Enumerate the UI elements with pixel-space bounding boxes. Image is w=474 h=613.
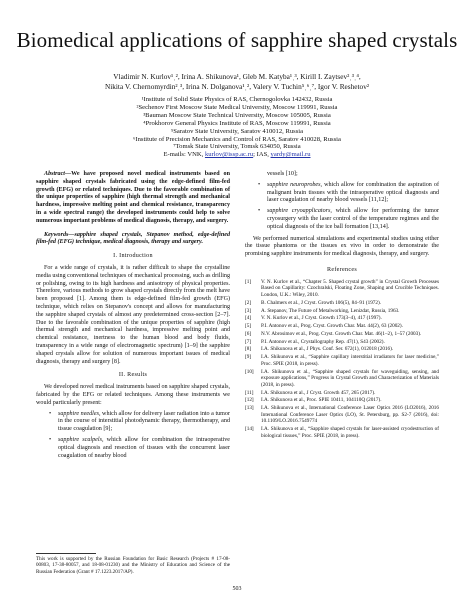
list-item (267, 208, 439, 231)
reference-item (245, 346, 439, 353)
reference-item (245, 308, 439, 315)
page-number: 503 (232, 586, 242, 592)
affiliation: ²Sechenov First Moscow State Medical University, Moscow 119991, Russia (136, 103, 338, 111)
list-item-term: sapphire neuroprobes (267, 181, 321, 188)
paper-title: Biomedical applications of sapphire shaped crystals (16, 28, 458, 52)
reference-number: [1] (245, 278, 252, 285)
list-item-text: , which allow for combination the aspiration of malignant brain tissues with the intraoperative optical diagnosis and laser coagulation of nearby blood vessels [11,12]; (267, 181, 439, 204)
section-heading-results: II. Results (118, 372, 148, 379)
reference-text: I.A. Shikunova et al., J Phys. Conf. Ser. 672(1), 012018 (2016). (261, 346, 394, 353)
reference-number: [10] (245, 368, 254, 375)
affiliation: ⁵Saratov State University, Saratov 410012, Russia (170, 127, 304, 135)
affiliation: ¹Institute of Solid State Physics of RAS, Chernogolovka 142432, Russia (141, 96, 333, 103)
reference-item (245, 397, 439, 404)
list-item-text: , which allow for performing the tumor cryosurgery with the laser control of the temperature regimes and the optical diagnosis of the ice ball formation [13,14]. (267, 208, 439, 230)
affiliation: ⁶Institute of Precision Mechanics and Control of RAS, Saratov 410028, Russia (133, 135, 341, 143)
list-item-continuation: vessels [10]; (267, 171, 298, 177)
list-item (58, 437, 230, 460)
reference-number: [13] (245, 405, 254, 412)
reference-item (245, 426, 439, 439)
reference-item (245, 390, 439, 397)
email-link-vnk[interactable]: kurlov@issp.ac.ru (204, 151, 254, 159)
abstract-label: Abstract (44, 171, 65, 177)
reference-item (245, 323, 439, 330)
section-heading-references: References (326, 266, 358, 273)
reference-number: [12] (245, 397, 254, 404)
reference-item (245, 369, 439, 389)
reference-text: I.A. Shikunova et al., International Conference Laser Optics 2016 (LO2016), 2016 International Conference Laser Optics (LO), St. Petersburg, pp. S2-7 (2016), doi: 10.1109/LO.2016.7549774 (261, 405, 439, 425)
reference-number: [8] (245, 346, 252, 353)
email-link-ias[interactable]: yardy@mail.ru (270, 151, 311, 159)
reference-number: [14] (245, 426, 254, 433)
reference-number: [3] (245, 307, 252, 314)
reference-text: V. N. Kurlov et al., J Cryst. Growth 173(3–4), 417 (1997). (261, 315, 382, 322)
list-item-text: , which allow for combination the intraoperative optical diagnosis and resection of tissues with the concurrent laser coagulation of nearby blood (58, 436, 230, 459)
reference-number: [9] (245, 354, 252, 361)
reference-text: A. Stepanov, The Future of Metalworking, Lenizdat, Russia, 1963. (261, 307, 400, 314)
instrument-list-right (245, 182, 439, 232)
reference-text: I.A. Shikunova et al., “Sapphire capillary interstitial irradiators for laser medicine,” Proc. SPIE (2018, in press). (261, 354, 439, 367)
list-item (58, 411, 230, 434)
list-item (267, 182, 439, 205)
list-item-text: , which allow for delivery laser radiation into a tumor in the course of interstitial photodynamic therapy, thermotherapy, and tissue coagulation [9]; (58, 410, 230, 433)
author-line-1: Vladimir N. Kurlov¹ˌ², Irina A. Shikunova¹, Gleb M. Katyba¹ˌ³, Kirill I. Zaytsev²ˌ³ˌ⁴, (113, 72, 361, 81)
list-item-term: sapphire scalpels (58, 436, 102, 443)
reference-item (245, 354, 439, 367)
right-column (245, 171, 439, 440)
keywords-text: —sapphire shaped crystals, Stepanov method, edge-defined film-fed (EFG) technique, medical diagnosis, therapy and surgery. (36, 231, 230, 246)
introduction-paragraph: For a wide range of crystals, it is rather difficult to shape the crystalline media using conventional techniques of mechanical processing, such as drilling or polishing, owing to its high hardness and anisotropy of physical properties. Therefore, various methods to grow shaped crystals directly from the melt have been proposed [1]. Among them is edge-defined film-fed growth (EFG) technique, which relies on Stepanov's concept and allows for manufacturing the sapphire shaped crystals of almost any predetermined cross-section [2–7]. Due to the favorable combination of the unique properties of sapphire (high thermal strength and mechanical hardness, impressive melting point and chemical resistance, inertness to the human blood and body fluids, transparency in a wide range of electromagnetic spectrum) [1–9] the sapphire shaped crystals allow for solution of numerous important issues of medical diagnosis, therapy and surgery [8]. (36, 264, 230, 365)
left-column (36, 171, 230, 463)
section-heading-introduction: I. Introduction (113, 253, 153, 260)
affiliation-list (40, 96, 434, 159)
keywords (36, 232, 230, 248)
abstract-text: —We have proposed novel medical instruments based on sapphire shaped crystals fabricated using the edge-defined film-fed growth (EFG) or related techniques. Due to the favorable combination of the unique properties of sapphire (high thermal strength and mechanical hardness, impressive melting point and chemical resistance, transparency in a wide spectral range) the developed instruments could help to solve numerous important problems of medical diagnosis, therapy, and surgery. (36, 171, 230, 224)
reference-number: [2] (245, 299, 252, 306)
reference-text: I.A. Shikunova et al., J Cryst. Growth 457, 265 (2017). (261, 389, 376, 396)
email-prefix: E-mails: VNK, (163, 151, 205, 159)
reference-item (245, 300, 439, 307)
abstract (36, 171, 230, 226)
keywords-label: Keywords (44, 231, 69, 238)
reference-number: [6] (245, 330, 252, 337)
reference-number: [4] (245, 315, 252, 322)
footnote-divider (36, 553, 96, 554)
reference-item (245, 279, 439, 299)
list-item-term: sapphire cryoapplicators (267, 208, 331, 215)
reference-text: P.I. Antonov et al., Crystallography Rep. 47(1), S43 (2002). (261, 338, 385, 345)
reference-list (245, 279, 439, 440)
author-line-2: Nikita V. Chernomyrdin²ˌ³, Irina N. Dolganova¹ˌ², Valery V. Tuchin⁵ˌ⁶ˌ⁷, Igor V. Reshetov² (104, 81, 370, 91)
instrument-list-left (36, 411, 230, 461)
affiliation: ⁴Prokhorov General Physics Institute of RAS, Moscow 119991, Russia (143, 119, 331, 127)
affiliation: ³Bauman Moscow State Technical University, Moscow 105005, Russia (143, 111, 331, 119)
list-item-term: sapphire needles (58, 410, 99, 417)
reference-text: I.A. Shikunova et al., “Sapphire shaped crystals for waveguiding, sensing, and exposure applications,” Progress in Crystal Growth and Characterization of Materials (2018, in press). (261, 368, 439, 388)
reference-text: V. N. Kurlov et al., “Chapter 5. Shaped crystal growth” in Crystal Growth Processes Based on Capillarity: Czochralski, Floating Zone, Shaping and Crucible Techniques. London, U.K.: Wiley, 2010. (261, 278, 439, 298)
affiliation: ⁷Tomsk State University, Tomsk 634050, Russia (173, 143, 301, 151)
reference-item (245, 315, 439, 322)
email-line (40, 151, 434, 159)
reference-text: N.V. Abrosimov et al., Prog. Cryst. Growth Char. Mat. 46(1–2), 1–57 (2003). (261, 330, 422, 337)
reference-item (245, 331, 439, 338)
funding-footnote: This work is supported by the Russian Foundation for Basic Research (Projects # 17-08-00803, 17-38-80057, and 18-08-01230) and the Ministry of Education and Science of the Russian Federation (Grant # 17.1223.2017/AP). (36, 556, 230, 575)
results-paragraph-2: We performed numerical simulations and experimental studies using either the tissue phantoms or the tissues ex vivo in order to demonstrate the promising sapphire instruments for medical diagnosis, therapy, and surgery. (245, 235, 439, 258)
reference-number: [11] (245, 389, 254, 396)
reference-number: [5] (245, 323, 252, 330)
email-separator: ; IAS, (253, 151, 271, 159)
reference-item (245, 405, 439, 425)
reference-text: I.A. Shikunova et al., Proc. SPIE 10411, 104110Q (2017). (261, 397, 382, 404)
reference-text: I.A. Shikunova et al., “Sapphire shaped crystals for laser-assisted cryodestruction of biological tissues,” Proc. SPIE (2018, in press). (261, 426, 439, 439)
author-list (40, 72, 434, 91)
reference-number: [7] (245, 338, 252, 345)
results-paragraph: We developed novel medical instruments based on sapphire shaped crystals, fabricated by the EFG or related techniques. Among these instruments we would particularly present: (36, 384, 230, 406)
reference-text: P.I. Antonov et al., Prog. Cryst. Growth Char. Mat. 44(2), 63 (2002). (261, 323, 403, 330)
reference-text: B. Chalmers et al., J Cryst. Growth 106(5), 84–91 (1972). (261, 299, 382, 306)
reference-item (245, 339, 439, 346)
